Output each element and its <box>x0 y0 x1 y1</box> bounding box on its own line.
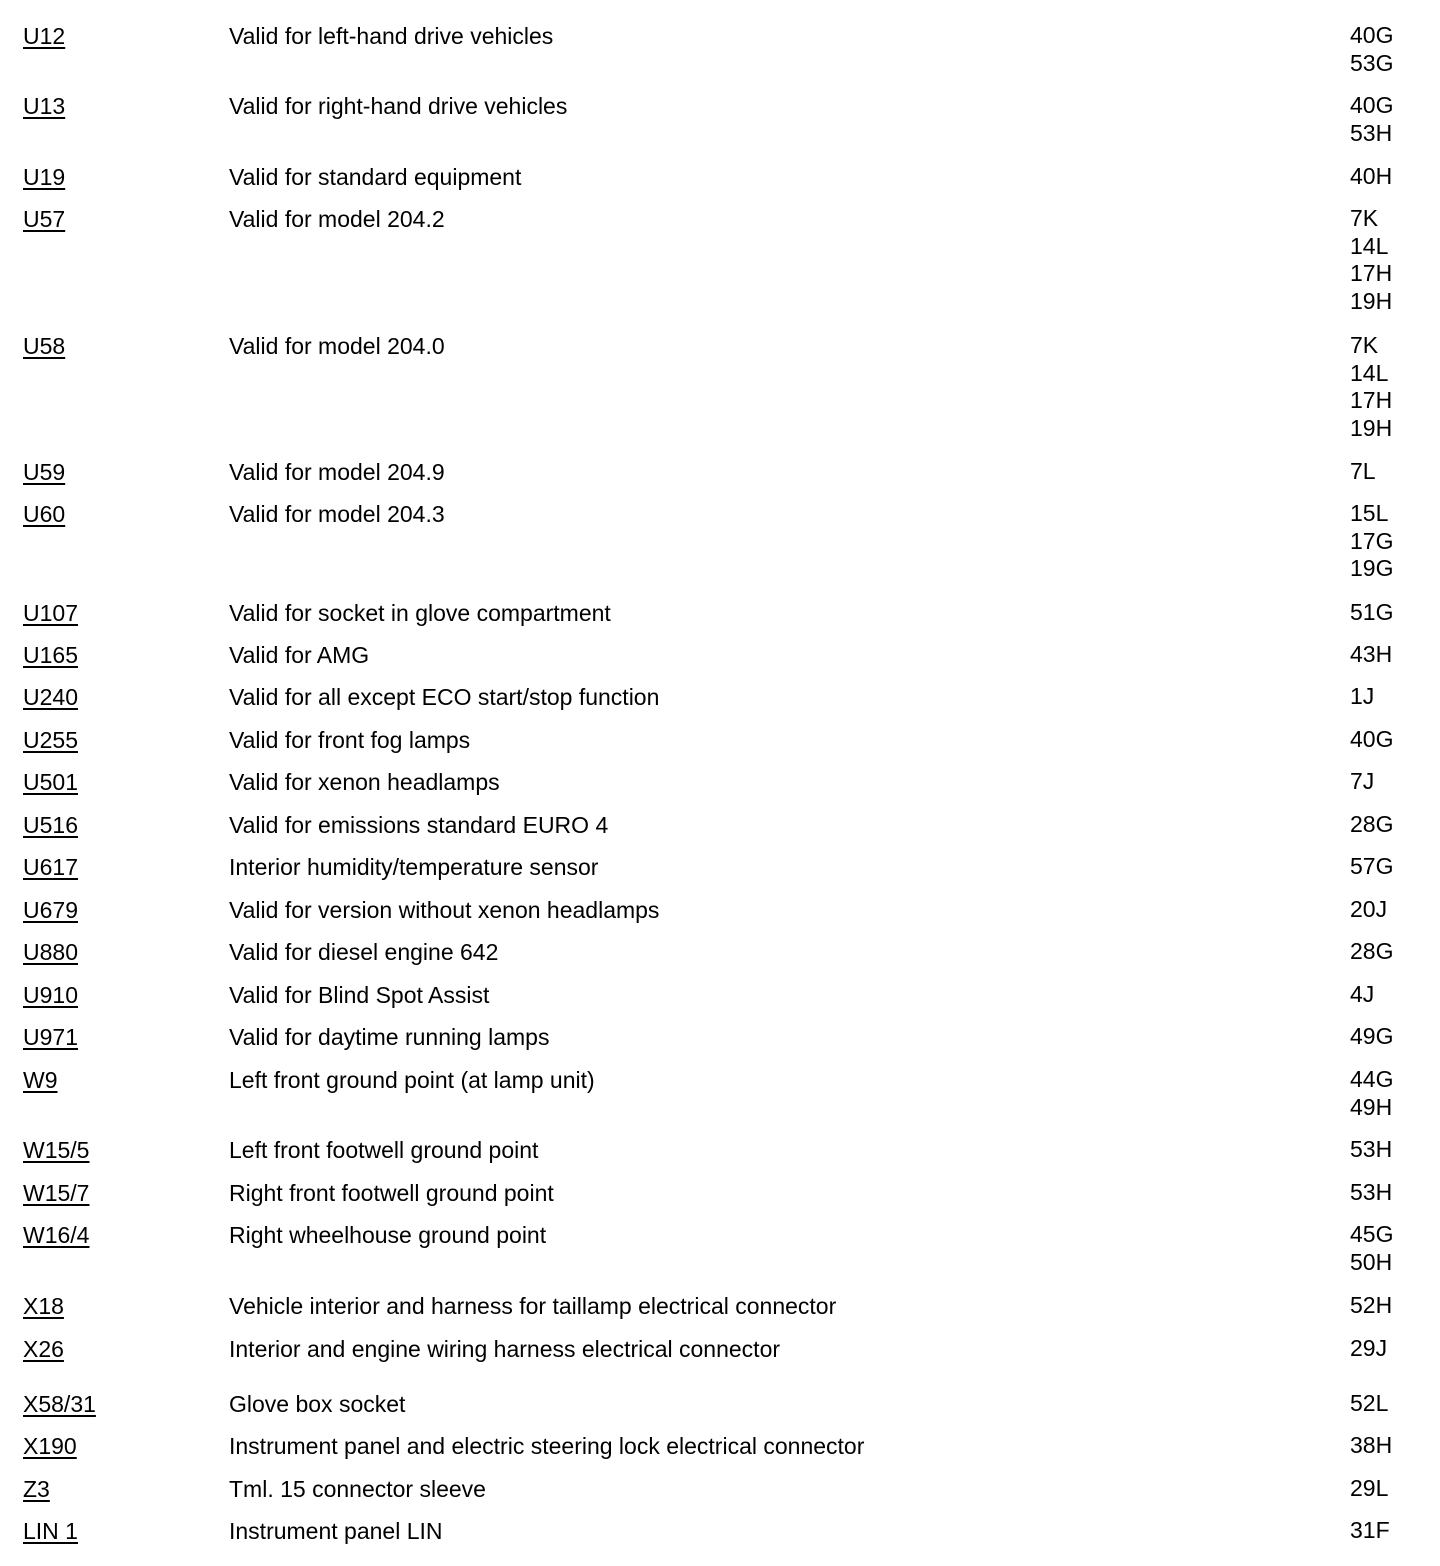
component-code-link[interactable]: Z3 <box>23 1476 50 1502</box>
component-description: Valid for left-hand drive vehicles <box>229 23 554 49</box>
component-description: Valid for right-hand drive vehicles <box>229 93 568 119</box>
grid-reference-list <box>1350 726 1393 754</box>
component-code-link[interactable]: U516 <box>23 812 78 838</box>
component-description: Valid for standard equipment <box>229 164 522 190</box>
component-code-link[interactable]: X190 <box>23 1433 77 1459</box>
grid-reference: 7J <box>1350 768 1375 794</box>
component-description: Valid for model 204.0 <box>229 333 445 359</box>
component-description: Right front footwell ground point <box>229 1180 554 1206</box>
grid-reference: 19G <box>1350 555 1394 582</box>
component-code-link[interactable]: W15/7 <box>23 1180 90 1206</box>
component-description: Valid for model 204.2 <box>229 206 445 232</box>
component-description: Valid for front fog lamps <box>229 727 471 753</box>
grid-reference: 7K <box>1350 332 1379 358</box>
grid-reference: 28G <box>1350 811 1394 837</box>
grid-reference: 44G <box>1350 1066 1394 1092</box>
component-code-link[interactable]: U57 <box>23 206 66 232</box>
grid-reference-list <box>1350 853 1393 881</box>
grid-reference: 49G <box>1350 1023 1394 1049</box>
component-description: Valid for diesel engine 642 <box>229 939 499 965</box>
grid-reference-list <box>1350 1221 1393 1276</box>
grid-reference: 28G <box>1350 938 1394 964</box>
grid-reference-list <box>1350 22 1393 77</box>
grid-reference-list <box>1350 1136 1392 1164</box>
component-code-link[interactable]: W9 <box>23 1067 58 1093</box>
grid-reference: 52L <box>1350 1390 1389 1416</box>
component-code-link[interactable]: U107 <box>23 600 78 626</box>
grid-reference: 49H <box>1350 1093 1393 1120</box>
grid-reference: 40G <box>1350 22 1394 48</box>
component-description: Right wheelhouse ground point <box>229 1222 547 1248</box>
grid-reference: 40G <box>1350 726 1394 752</box>
grid-reference: 31F <box>1350 1517 1390 1543</box>
component-code-link[interactable]: U58 <box>23 333 66 359</box>
component-description: Valid for all except ECO start/stop function <box>229 684 660 710</box>
grid-reference-list <box>1350 458 1376 486</box>
component-description: Valid for model 204.3 <box>229 501 445 527</box>
component-code-link[interactable]: W16/4 <box>23 1222 90 1248</box>
component-code-link[interactable]: U59 <box>23 459 66 485</box>
grid-reference: 53H <box>1350 1136 1393 1162</box>
component-code-link[interactable]: U971 <box>23 1024 78 1050</box>
grid-reference-list <box>1350 205 1392 315</box>
component-description: Valid for emissions standard EURO 4 <box>229 812 609 838</box>
component-description: Tml. 15 connector sleeve <box>229 1476 486 1502</box>
component-code-link[interactable]: X58/31 <box>23 1391 96 1417</box>
component-code-link[interactable]: U19 <box>23 164 66 190</box>
grid-reference-list <box>1350 683 1374 711</box>
component-code-link[interactable]: W15/5 <box>23 1137 90 1163</box>
grid-reference-list <box>1350 599 1393 627</box>
grid-reference-list <box>1350 1517 1390 1545</box>
grid-reference-list <box>1350 641 1392 669</box>
component-description: Left front footwell ground point <box>229 1137 539 1163</box>
grid-reference-list <box>1350 1390 1388 1418</box>
grid-reference: 38H <box>1350 1432 1393 1458</box>
grid-reference: 57G <box>1350 853 1394 879</box>
component-description: Instrument panel LIN <box>229 1518 443 1544</box>
component-description: Glove box socket <box>229 1391 406 1417</box>
component-code-link[interactable]: U12 <box>23 23 66 49</box>
grid-reference: 7K <box>1350 205 1379 231</box>
grid-reference-list <box>1350 768 1374 796</box>
grid-reference: 20J <box>1350 896 1388 922</box>
grid-reference: 17G <box>1350 527 1394 554</box>
grid-reference: 19H <box>1350 414 1393 441</box>
component-description: Left front ground point (at lamp unit) <box>229 1067 595 1093</box>
grid-reference: 53H <box>1350 1179 1393 1205</box>
grid-reference-list <box>1350 1023 1393 1051</box>
grid-reference: 40G <box>1350 92 1394 118</box>
component-code-link[interactable]: U240 <box>23 684 78 710</box>
grid-reference: 17H <box>1350 387 1393 414</box>
grid-reference: 4J <box>1350 981 1375 1007</box>
component-code-link[interactable]: U501 <box>23 769 78 795</box>
component-description: Interior and engine wiring harness electrical connector <box>229 1336 781 1362</box>
grid-reference-list <box>1350 92 1393 147</box>
grid-reference: 53G <box>1350 49 1394 76</box>
component-code-link[interactable]: LIN 1 <box>23 1518 78 1544</box>
component-description: Valid for Blind Spot Assist <box>229 982 490 1008</box>
grid-reference: 1J <box>1350 683 1375 709</box>
component-code-link[interactable]: U910 <box>23 982 78 1008</box>
component-code-link[interactable]: U165 <box>23 642 78 668</box>
grid-reference: 7L <box>1350 458 1376 484</box>
grid-reference-list <box>1350 896 1387 924</box>
component-code-link[interactable]: U60 <box>23 501 66 527</box>
grid-reference-list <box>1350 981 1374 1009</box>
grid-reference: 19H <box>1350 287 1393 314</box>
grid-reference-list <box>1350 811 1393 839</box>
component-code-link[interactable]: U880 <box>23 939 78 965</box>
grid-reference: 29J <box>1350 1335 1388 1361</box>
grid-reference: 15L <box>1350 500 1389 526</box>
component-description: Valid for model 204.9 <box>229 459 445 485</box>
component-description: Valid for socket in glove compartment <box>229 600 611 626</box>
component-description: Instrument panel and electric steering lock electrical connector <box>229 1433 865 1459</box>
grid-reference-list <box>1350 500 1393 583</box>
component-code-link[interactable]: U679 <box>23 897 78 923</box>
component-description: Interior humidity/temperature sensor <box>229 854 599 880</box>
component-code-link[interactable]: U255 <box>23 727 78 753</box>
grid-reference-list <box>1350 1432 1392 1460</box>
grid-reference-list <box>1350 938 1393 966</box>
component-description: Valid for version without xenon headlamps <box>229 897 660 923</box>
grid-reference: 17H <box>1350 260 1393 287</box>
grid-reference-list <box>1350 163 1392 191</box>
component-description: Valid for AMG <box>229 642 370 668</box>
grid-reference: 14L <box>1350 359 1389 386</box>
grid-reference-list <box>1350 1292 1392 1320</box>
grid-reference-list <box>1350 1066 1393 1121</box>
grid-reference: 40H <box>1350 163 1393 189</box>
grid-reference: 14L <box>1350 232 1389 259</box>
grid-reference: 45G <box>1350 1221 1394 1247</box>
component-code-link[interactable]: X18 <box>23 1293 64 1319</box>
component-description: Valid for daytime running lamps <box>229 1024 550 1050</box>
grid-reference: 52H <box>1350 1292 1393 1318</box>
grid-reference-list <box>1350 1475 1388 1503</box>
component-code-link[interactable]: X26 <box>23 1336 64 1362</box>
component-description: Valid for xenon headlamps <box>229 769 500 795</box>
component-code-link[interactable]: U617 <box>23 854 78 880</box>
grid-reference: 29L <box>1350 1475 1389 1501</box>
grid-reference: 53H <box>1350 119 1393 146</box>
component-code-link[interactable]: U13 <box>23 93 66 119</box>
grid-reference: 50H <box>1350 1248 1393 1275</box>
grid-reference: 43H <box>1350 641 1393 667</box>
grid-reference-list <box>1350 332 1392 442</box>
grid-reference: 51G <box>1350 599 1394 625</box>
grid-reference-list <box>1350 1179 1392 1207</box>
component-description: Vehicle interior and harness for taillamp electrical connector <box>229 1293 837 1319</box>
grid-reference-list <box>1350 1335 1387 1363</box>
